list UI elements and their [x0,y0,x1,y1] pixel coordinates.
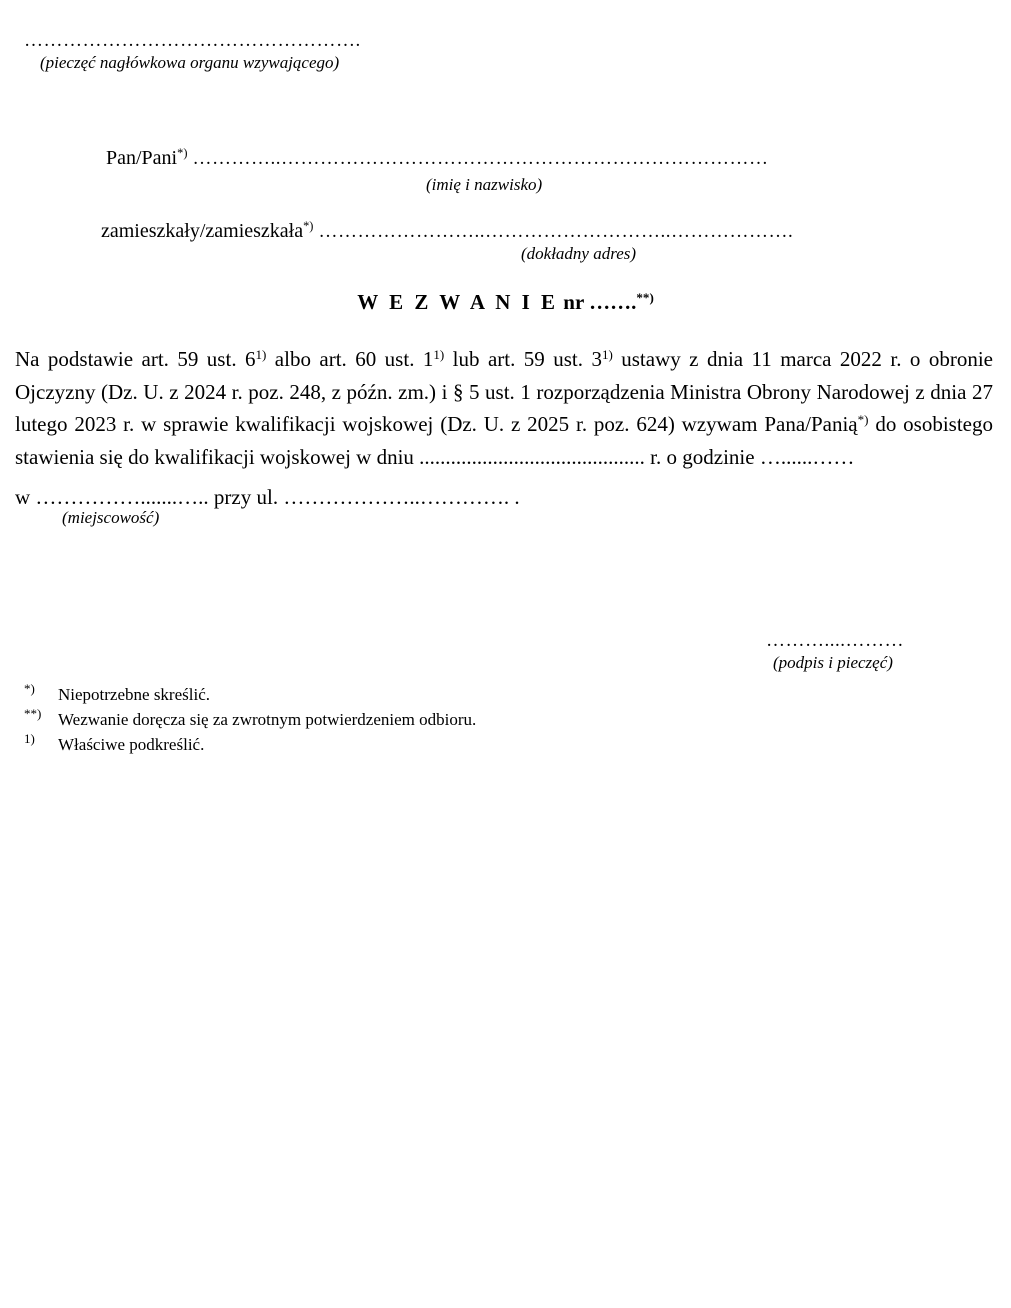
addressee-address-label: zamieszkały/zamieszkała [101,220,304,242]
title-word: W E Z W A N I E [357,290,559,314]
body-text-1: Na podstawie art. 59 ust. 6 [15,347,256,371]
addressee-name-mark: *) [177,146,188,161]
addressee-name-label: Pan/Pani [106,147,178,169]
body-text-3: lub art. 59 ust. 3 [444,347,602,371]
addressee-name-caption: (imię i nazwisko) [426,175,543,194]
footnote-mark: 1) [24,731,35,746]
footnote-text: Właściwe podkreślić. [58,735,205,754]
stamp-placeholder-line: ……………………………………………. [24,30,361,51]
signature-caption: (podpis i pieczęć) [773,653,893,672]
stamp-caption: (pieczęć nagłówkowa organu wzywającego) [40,53,340,72]
body-mark-3: 1) [601,346,613,362]
addressee-name-field[interactable]: …………..………………………………………………………………… [192,148,769,169]
body-text-5: do osobistego stawienia się do kwalifikacji wojskowej w dniu ........................................... r. o godzinie …......…… [15,412,993,469]
document-title [0,290,1011,315]
summons-body-paragraph [15,343,993,473]
body-text-4: ustawy z dnia 11 marca 2022 r. o obronie Ojczyzny (Dz. U. z 2024 r. poz. 248, z późn. zm.) i § 5 ust. 1 rozporządzenia Ministra Obrony Narodowej z dnia 27 lutego 2023 r. w sprawie kwalifikacji wojskowej (Dz. U. z 2025 r. poz. 624) wzywam Pana/Panią [15,347,993,436]
addressee-address-caption: (dokładny adres) [521,244,637,263]
footnote-text: Niepotrzebne skreślić. [58,685,210,704]
footnote-mark: **) [24,706,42,721]
footnote-mark: *) [24,681,35,696]
title-number: nr ……. [558,290,637,314]
addressee-name-row [106,147,768,170]
place-and-street-line[interactable]: w …………….......….. przy ul. ………………..…………. . [15,485,520,509]
signature-placeholder-line: ………....……… [766,630,904,651]
body-text-2: albo art. 60 ust. 1 [266,347,434,371]
addressee-address-row [101,220,793,243]
title-mark: **) [636,289,654,305]
place-caption: (miejscowość) [62,508,160,527]
addressee-address-mark: *) [303,219,314,234]
body-mark-4: *) [857,411,869,427]
addressee-address-field[interactable]: ……………………..………………………..………………. [318,221,794,242]
body-mark-1: 1) [255,346,267,362]
body-mark-2: 1) [433,346,445,362]
footnote-text: Wezwanie doręcza się za zwrotnym potwierdzeniem odbioru. [58,710,477,729]
